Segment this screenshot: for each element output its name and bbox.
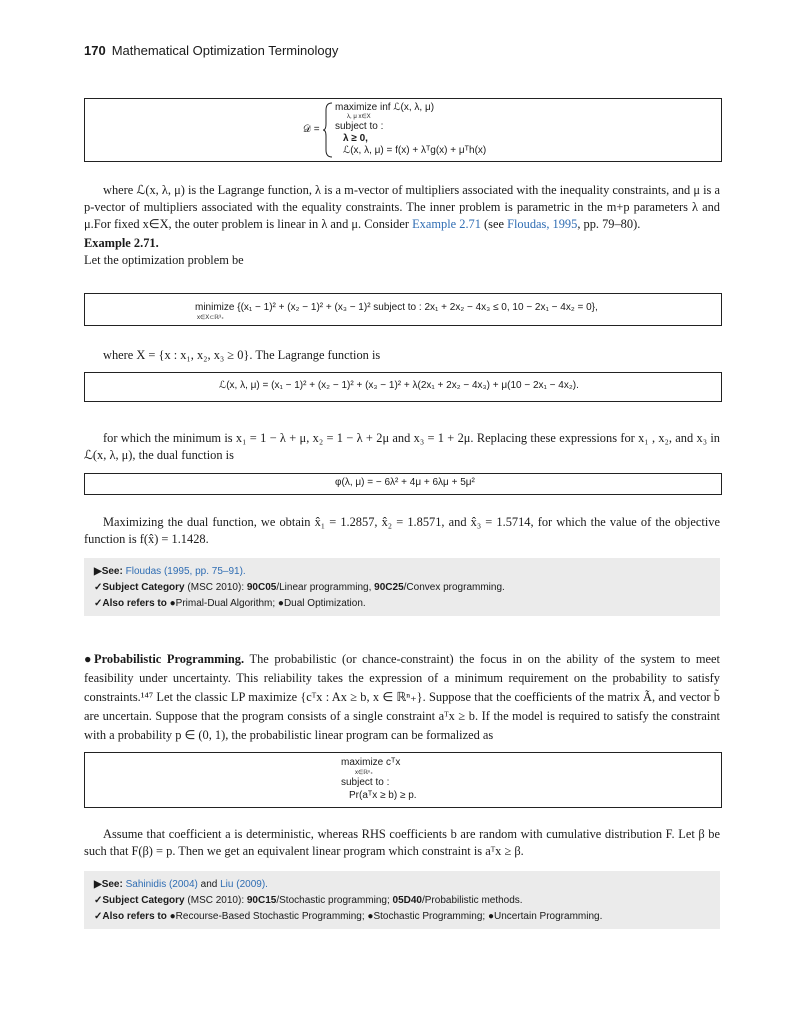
para1-mid: (see <box>480 217 508 231</box>
formula2-text: minimize {(x₁ − 1)² + (x₂ − 1)² + (x₃ − 1)² subject to : 2x₁ + 2x₂ − 4x₃ ≤ 0, 10 − 2x₁ − 4x₂ = 0}, <box>195 302 598 313</box>
msc-code-05d40: 05D40 <box>392 895 422 906</box>
paragraph-minimum: for which the minimum is x₁ = 1 − λ + μ, x₂ = 1 − λ + 2μ and x₃ = 1 + 2μ. Replacing these expressions for x₁ , x₂, and x₃ in ℒ(x, λ, μ), the dual function is <box>84 431 720 462</box>
link-example-2-71[interactable]: Example 2.71 <box>412 217 481 231</box>
formula5-line1: maximize cᵀx <box>341 757 401 768</box>
paragraph-assume: Assume that coefficient a is deterministic, whereas RHS coefficients b are random with cumulative distribution F. Let β be such that F(β) = p. Then we get an equivalent linear program which constraint is aᵀx ≥ β. <box>84 827 720 858</box>
msc-desc-1: /Linear programming, <box>276 582 372 593</box>
para1-text: where ℒ(x, λ, μ) is the Lagrange function, λ is a m-vector of multipliers associated with the inequality constraints, and μ is a p-vector of multipliers associated with the equality constraints. The inner problem is parametric in the m+p parameters λ and μ.For fixed x∈X, the outer problem is linear in λ and μ. Consider <box>84 183 720 231</box>
also-refers-label-2: ✓Also refers to <box>94 911 167 922</box>
formula1-line3: λ ≥ 0, <box>343 133 368 144</box>
msc-desc-4: /Probabilistic methods. <box>421 895 523 906</box>
example-title: Example 2.71. <box>84 236 159 250</box>
see-and: and <box>200 879 218 890</box>
reference-box-1 <box>84 558 720 616</box>
formula5-line3: Pr(aᵀx ≥ b) ≥ p. <box>349 790 417 801</box>
formula2-sub: x∈X⊂ℝ³₊ <box>197 315 225 321</box>
paragraph-maximizing: Maximizing the dual function, we obtain x̂₁ = 1.2857, x̂₂ = 1.8571, and x̂₃ = 1.5714, for which the value of the objective function is f(x̂) = 1.1428. <box>84 515 720 546</box>
running-title: Mathematical Optimization Terminology <box>111 43 339 58</box>
subject-category-label-2: ✓Subject Category <box>94 895 185 906</box>
msc-desc-2: /Convex programming. <box>403 582 505 593</box>
link-sahinidis-2004[interactable]: Sahinidis (2004) <box>125 879 198 890</box>
paragraph-probabilistic-text: The probabilistic (or chance-constraint) the focus in on the ability of the system to meet feasibility under uncertainty. This reliability takes the expression of a minimum requirement on the probability to satisfy constraints.¹⁴⁷ Let the classic LP maximize {cᵀx : Ax ≥ b, x ∈ ℝⁿ₊}. Suppose that the coefficients of the matrix Ã, and vector b̃ are uncertain. Suppose that the program consists of a single constraint aᵀx ≥ b. If the model is required to satisfy the constraint with a probability p ∈ (0, 1), the probabilistic linear program can be formalized as <box>84 652 721 742</box>
para1-end: , pp. 79–80). <box>577 217 641 231</box>
see-label: ▶See: <box>94 566 123 577</box>
msc-label-2: (MSC 2010): <box>187 895 245 906</box>
formula-box-problem <box>84 293 722 326</box>
formula1-line4: ℒ(x, λ, μ) = f(x) + λᵀg(x) + μᵀh(x) <box>343 145 487 156</box>
running-header <box>84 43 338 58</box>
msc-code-90c25: 90C25 <box>374 582 404 593</box>
msc-code-90c15: 90C15 <box>246 895 277 906</box>
page-number: 170 <box>84 43 106 58</box>
formula1-line1-sub: λ, μ x∈X <box>347 114 371 120</box>
entry-title: ●Probabilistic Programming. <box>84 652 245 666</box>
formula-box-dual-function <box>84 473 722 495</box>
see-label-2: ▶See: <box>94 879 123 890</box>
paragraph-probabilistic <box>84 650 720 745</box>
formula-box-dual-problem <box>84 98 722 162</box>
msc-label: (MSC 2010): <box>187 582 245 593</box>
formula-box-probabilistic <box>84 752 722 808</box>
reference-box-2 <box>84 871 720 929</box>
formula5-sub: x∈ℝⁿ₊ <box>355 770 374 776</box>
also-refers-text-2: ●Recourse-Based Stochastic Programming; ●Stochastic Programming; ●Uncertain Programming. <box>169 911 603 922</box>
formula3-text: ℒ(x, λ, μ) = (x₁ − 1)² + (x₂ − 1)² + (x₃ − 1)² + λ(2x₁ + 2x₂ − 4x₃) + μ(10 − 2x₁ − 4x₂). <box>219 380 579 391</box>
also-refers-label: ✓Also refers to <box>94 598 167 609</box>
formula1-line2: subject to : <box>335 121 384 132</box>
formula1-line1: maximize inf ℒ(x, λ, μ) <box>335 102 435 113</box>
msc-code-90c05: 90C05 <box>246 582 277 593</box>
also-refers-text: ●Primal-Dual Algorithm; ●Dual Optimization. <box>169 598 366 609</box>
paragraph-domain: where X = {x : x₁, x₂, x₃ ≥ 0}. The Lagrange function is <box>103 348 381 362</box>
formula4-text: φ(λ, μ) = − 6λ² + 4μ + 6λμ + 5μ² <box>335 477 475 488</box>
left-brace-icon <box>323 102 333 158</box>
paragraph-lagrange-intro <box>84 182 720 233</box>
formula-lhs: 𝒟 = <box>303 124 320 135</box>
link-floudas-pages[interactable]: Floudas (1995, pp. 75–91). <box>125 566 246 577</box>
msc-desc-3: /Stochastic programming; <box>276 895 390 906</box>
link-liu-2009[interactable]: Liu (2009). <box>220 879 268 890</box>
formula5-line2: subject to : <box>341 777 390 788</box>
example-intro: Let the optimization problem be <box>84 253 244 267</box>
link-floudas-1995[interactable]: Floudas, 1995 <box>507 217 578 231</box>
subject-category-label: ✓Subject Category <box>94 582 185 593</box>
formula-box-lagrangian <box>84 372 722 402</box>
